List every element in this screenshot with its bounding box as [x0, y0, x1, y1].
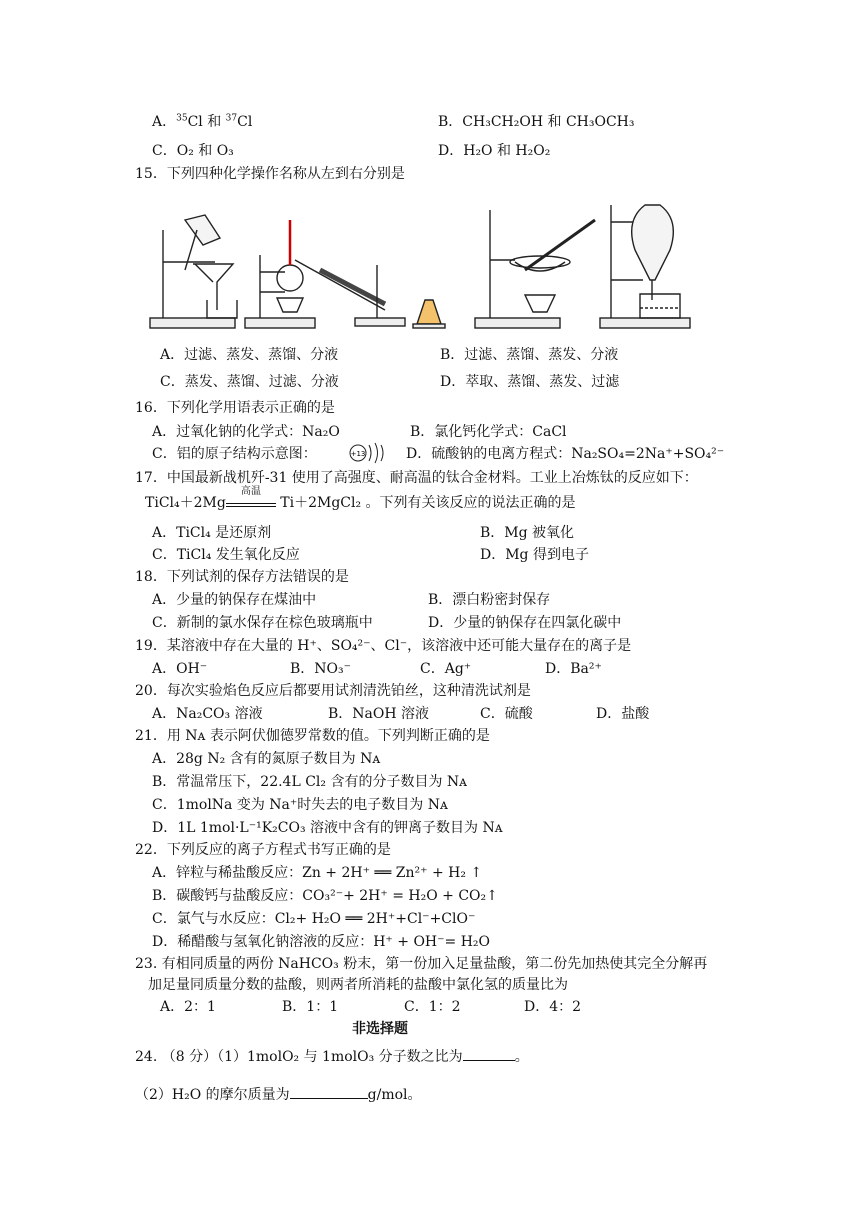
q22-option-c: C．氯气与水反应：Cl₂+ H₂O ══ 2H⁺+Cl⁻+ClO⁻ — [152, 911, 476, 927]
q23-stem-line1: 23. 有相同质量的两份 NaHCO₃ 粉末，第一份加入足量盐酸，第二份先加热使其完全分解再 — [135, 956, 708, 972]
q20-option-d: D．盐酸 — [596, 706, 650, 722]
q14-option-a: A．$^{35}$Cl 和 $^{37}$Cl — [152, 113, 253, 130]
q19-option-c: C．Ag⁺ — [420, 661, 472, 677]
q14-option-d: D．H₂O 和 H₂O₂ — [438, 143, 551, 159]
q14-option-b: B．CH₃CH₂OH 和 CH₃OCH₃ — [438, 114, 635, 130]
q23-stem-line2: 加足量同质量分数的盐酸，则两者所消耗的盐酸中氯化氢的质量比为 — [148, 977, 568, 993]
separatory-funnel-apparatus — [600, 205, 690, 328]
filtration-apparatus — [150, 215, 237, 328]
evaporation-apparatus — [475, 210, 595, 328]
q16-option-a: A．过氧化钠的化学式：Na₂O — [152, 424, 340, 440]
q22-option-b: B．碳酸钙与盐酸反应：CO₃²⁻+ 2H⁺ = H₂O + CO₂↑ — [152, 888, 498, 904]
q17-option-d: D．Mg 得到电子 — [480, 547, 589, 563]
q21-stem: 21．用 Nᴀ 表示阿伏伽德罗常数的值。下列判断正确的是 — [135, 728, 490, 744]
q22-option-d: D．稀醋酸与氢氧化钠溶液的反应：H⁺ + OH⁻= H₂O — [152, 934, 491, 950]
q17-option-a: A．TiCl₄ 是还原剂 — [152, 525, 272, 541]
q18-stem: 18．下列试剂的保存方法错误的是 — [135, 569, 349, 585]
q21-option-d: D．1L 1mol·L⁻¹K₂CO₃ 溶液中含有的钾离子数目为 Nᴀ — [152, 820, 503, 836]
q20-option-a: A．Na₂CO₃ 溶液 — [152, 706, 263, 722]
answer-blank-2[interactable] — [290, 1084, 368, 1099]
q23-option-d: D．4：2 — [524, 999, 582, 1015]
q22-stem: 22．下列反应的离子方程式书写正确的是 — [135, 842, 391, 858]
q17-option-b: B．Mg 被氧化 — [480, 525, 575, 541]
q21-option-a: A．28g N₂ 含有的氮原子数目为 Nᴀ — [152, 751, 381, 767]
q17-stem: 17．中国最新战机歼-31 使用了高强度、耐高温的钛合金材料。工业上冶炼钛的反应如下： — [135, 470, 698, 486]
q23-option-b: B．1：1 — [282, 999, 339, 1015]
q15-option-b: B．过滤、蒸馏、蒸发、分液 — [440, 347, 619, 363]
q21-option-b: B．常温常压下，22.4L Cl₂ 含有的分子数目为 Nᴀ — [152, 774, 468, 790]
q16-option-c: C．铝的原子结构示意图： — [152, 446, 317, 462]
q21-option-c: C．1molNa 变为 Na⁺时失去的电子数目为 Nᴀ — [152, 797, 448, 813]
q15-option-d: D．萃取、蒸馏、蒸发、过滤 — [440, 374, 620, 390]
q23-option-c: C．1：2 — [404, 999, 461, 1015]
q19-stem: 19．某溶液中存在大量的 H⁺、SO₄²⁻、Cl⁻，该溶液中还可能大量存在的离子是 — [135, 638, 632, 654]
q23-option-a: A．2：1 — [160, 999, 216, 1015]
q19-option-d: D．Ba²⁺ — [545, 661, 602, 677]
distillation-apparatus — [245, 220, 445, 328]
q14-option-c: C．O₂ 和 O₃ — [152, 143, 234, 159]
aluminum-atom-diagram — [348, 440, 388, 466]
q18-option-a: A．少量的钠保存在煤油中 — [152, 592, 317, 608]
q20-option-b: B．NaOH 溶液 — [328, 706, 430, 722]
q18-option-c: C．新制的氯水保存在棕色玻璃瓶中 — [152, 615, 373, 631]
q16-option-d: D．硫酸钠的电离方程式：Na₂SO₄=2Na⁺+SO₄²⁻ — [406, 446, 725, 462]
q20-stem: 20．每次实验焰色反应后都要用试剂清洗铂丝，这种清洗试剂是 — [135, 683, 531, 699]
q19-option-a: A．OH⁻ — [152, 661, 208, 677]
apparatus-figure — [145, 200, 705, 335]
q16-stem: 16．下列化学用语表示正确的是 — [135, 400, 335, 416]
q19-option-b: B．NO₃⁻ — [290, 661, 352, 677]
answer-blank-1[interactable] — [463, 1046, 515, 1061]
reaction-condition: 高温 — [226, 495, 276, 507]
q15-option-c: C．蒸发、蒸馏、过滤、分液 — [160, 374, 339, 390]
q15-option-a: A．过滤、蒸发、蒸馏、分液 — [160, 347, 339, 363]
q24-part2: （2）H₂O 的摩尔质量为 g/mol。 — [135, 1084, 422, 1104]
q16-option-b: B．氯化钙化学式：CaCl — [410, 424, 567, 440]
q22-option-a: A．锌粒与稀盐酸反应：Zn + 2H⁺ ══ Zn²⁺ + H₂ ↑ — [152, 865, 483, 881]
atom-nucleus-label: +13 — [350, 450, 366, 458]
q17-option-c: C．TiCl₄ 发生氧化反应 — [152, 547, 300, 563]
q17-equation: TiCl₄＋2Mg 高温 Ti＋2MgCl₂ 。下列有关该反应的说法正确的是 — [145, 486, 576, 511]
q15-stem: 15．下列四种化学操作名称从左到右分别是 — [135, 166, 405, 182]
section-title: 非选择题 — [352, 1021, 408, 1037]
q24-part1: 24. （8 分）（1）1molO₂ 与 1molO₃ 分子数之比为 。 — [135, 1046, 529, 1066]
q18-option-b: B．漂白粉密封保存 — [428, 592, 551, 608]
q20-option-c: C．硫酸 — [480, 706, 533, 722]
q18-option-d: D．少量的钠保存在四氯化碳中 — [428, 615, 622, 631]
